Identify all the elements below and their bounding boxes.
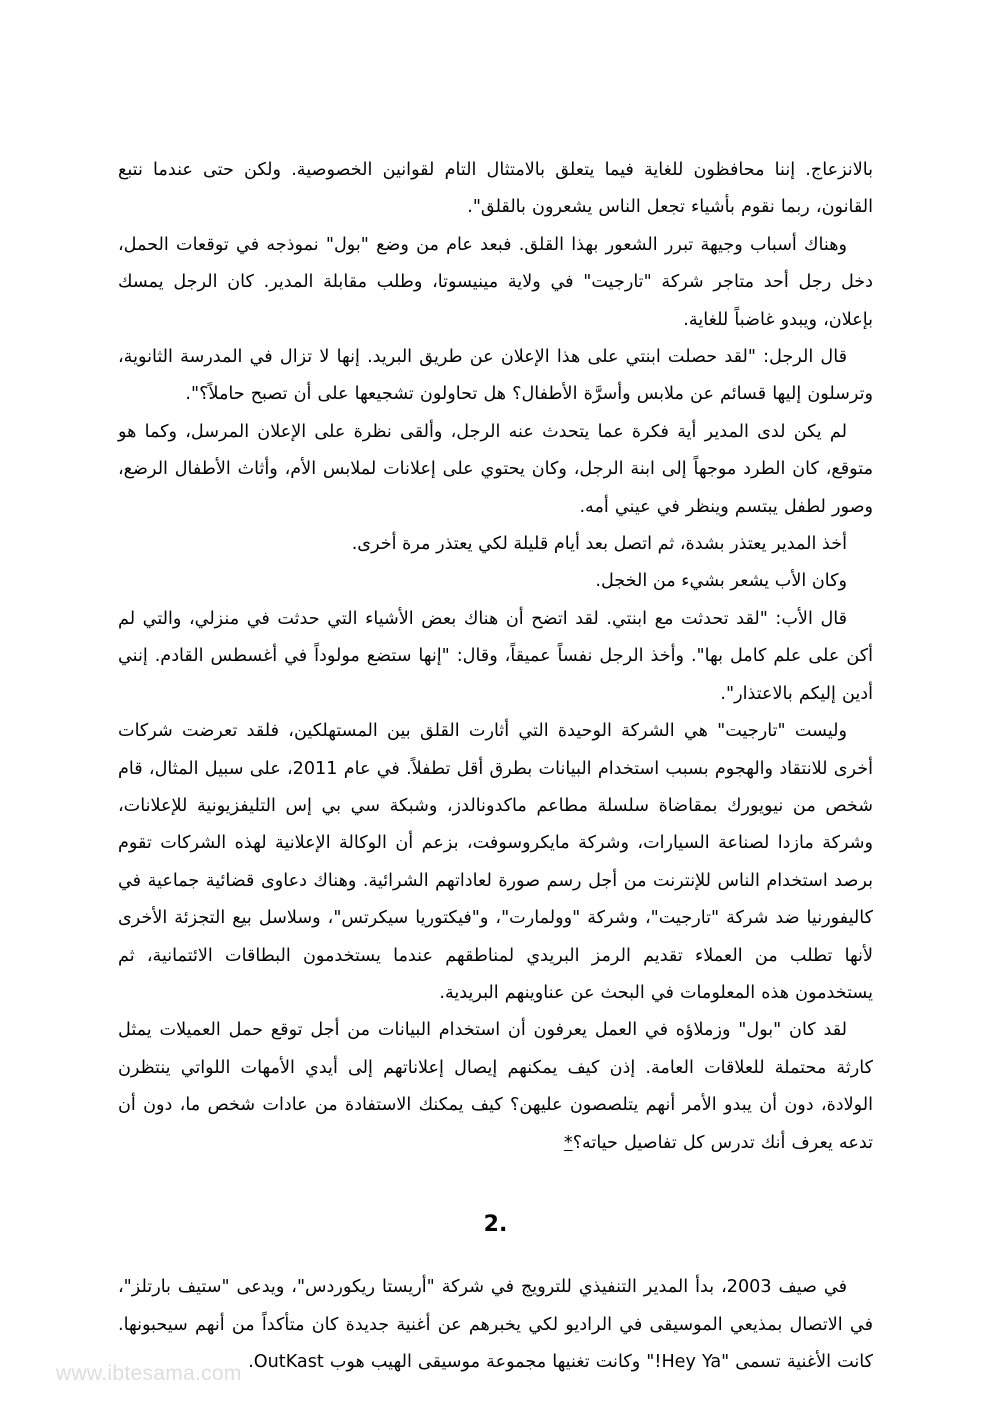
document-text-column xyxy=(118,152,873,1382)
section-number-heading: .2 xyxy=(483,1211,508,1237)
footnote-asterisk-marker: * xyxy=(563,1132,573,1153)
paragraph-4: لم يكن لدى المدير أية فكرة عما يتحدث عنه الرجل، وألقى نظرة على الإعلان المرسل، وكما هو متوقع، كان الطرد موجهاً إلى ابنة الرجل، وكان يحتوي على إعلانات لملابس الأم، وأثاث الأطفال الرضع، وصور لطفل يبتسم وينظر في عيني أمه. xyxy=(118,421,873,517)
paragraph-3: قال الرجل: "لقد حصلت ابنتي على هذا الإعلان عن طريق البريد. إنها لا تزال في المدرسة الثانوية، وترسلون إليها قسائم عن ملابس وأسرَّة الأطفال؟ هل تحاولون تشجيعها على أن تصبح حاملاً؟". xyxy=(118,347,873,405)
heading-spacer-below xyxy=(118,1243,873,1269)
paragraph-5: أخذ المدير يعتذر بشدة، ثم اتصل بعد أيام قليلة لكي يعتذر مرة أخرى. xyxy=(351,534,847,555)
paragraph-1: بالانزعاج. إننا محافظون للغاية فيما يتعلق بالامتثال التام لقوانين الخصوصية. ولكن حتى عندما نتبع القانون، ربما نقوم بأشياء تجعل الناس يشعرون بالقلق". xyxy=(118,160,873,218)
paragraph-9 xyxy=(118,1012,873,1162)
paragraph-8: وليست "تارجيت" هي الشركة الوحيدة التي أثارت القلق بين المستهلكين، فلقد تعرضت شركات أخرى للانتقاد والهجوم بسبب استخدام البيانات بطرق أقل تطفلاً. في عام 2011، على سبيل المثال، قام شخص من نيويورك بمقاضاة سلسلة مطاعم ماكدونالدز، وشبكة سي بي إس التليفزيونية للإعلانات، وشركة مازدا لصناعة السيارات، وشركة مايكروسوفت، بزعم أن الوكالة الإعلانية لهذه الشركات تقوم برصد استخدام الناس للإنترنت من أجل رسم صورة لعاداتهم الشرائية. وهناك دعاوى قضائية جماعية في كاليفورنيا ضد شركة "تارجيت"، وشركة "وولمارت"، و"فيكتوريا سيكرتس"، وسلاسل بيع التجزئة الأخرى لأنها تطلب من العملاء تقديم الرمز البريدي لمناطقهم عندما يستخدمون البطاقات الائتمانية، ثم يستخدمون هذه المعلومات في البحث عن عناوينهم البريدية. xyxy=(118,721,874,1003)
paragraph-10: في صيف 2003، بدأ المدير التنفيذي للترويج في شركة "أريستا ريكوردس"، ويدعى "ستيف بارتلز"، في الاتصال بمذيعي الموسيقى في الراديو لكي يخبرهم عن أغنية جديدة كان متأكداً من أنهم سيحبونها. كانت الأغنية تسمى "Hey Ya!" وكانت تغنيها مجموعة موسيقى الهيب هوب OutKast. xyxy=(118,1277,873,1373)
paragraph-7: قال الأب: "لقد تحدثت مع ابنتي. لقد اتضح أن هناك بعض الأشياء التي حدثت في منزلي، والتي لم أكن على علم كامل بها". وأخذ الرجل نفساً عميقاً، وقال: "إنها ستضع مولوداً في أغسطس القادم. إنني أدين إليكم بالاعتذار". xyxy=(118,608,873,704)
paragraph-2: وهناك أسباب وجيهة تبرر الشعور بهذا القلق. فبعد عام من وضع "بول" نموذجه في توقعات الحمل، دخل رجل أحد متاجر شركة "تارجيت" في ولاية مينيسوتا، وطلب مقابلة المدير. كان الرجل يمسك بإعلان، ويبدو غاضباً للغاية. xyxy=(118,234,873,330)
paragraph-6: وكان الأب يشعر بشيء من الخجل. xyxy=(595,571,847,592)
heading-spacer-above xyxy=(118,1162,873,1206)
site-watermark: www.ibtesama.com xyxy=(56,1362,242,1385)
paragraph-9-text: لقد كان "بول" وزملاؤه في العمل يعرفون أن استخدام البيانات من أجل توقع حمل العميلات يمثل كارثة محتملة للعلاقات العامة. إذن كيف يمكنهم إيصال إعلاناتهم إلى أيدي الأمهات اللواتي ينتظرن الولادة، دون أن يبدو الأمر أنهم يتلصصون عليهن؟ كيف يمكنك الاستفادة من عادات شخص ما، دون أن تدعه يعرف أنك تدرس كل تفاصيل حياته؟ xyxy=(118,1020,873,1153)
